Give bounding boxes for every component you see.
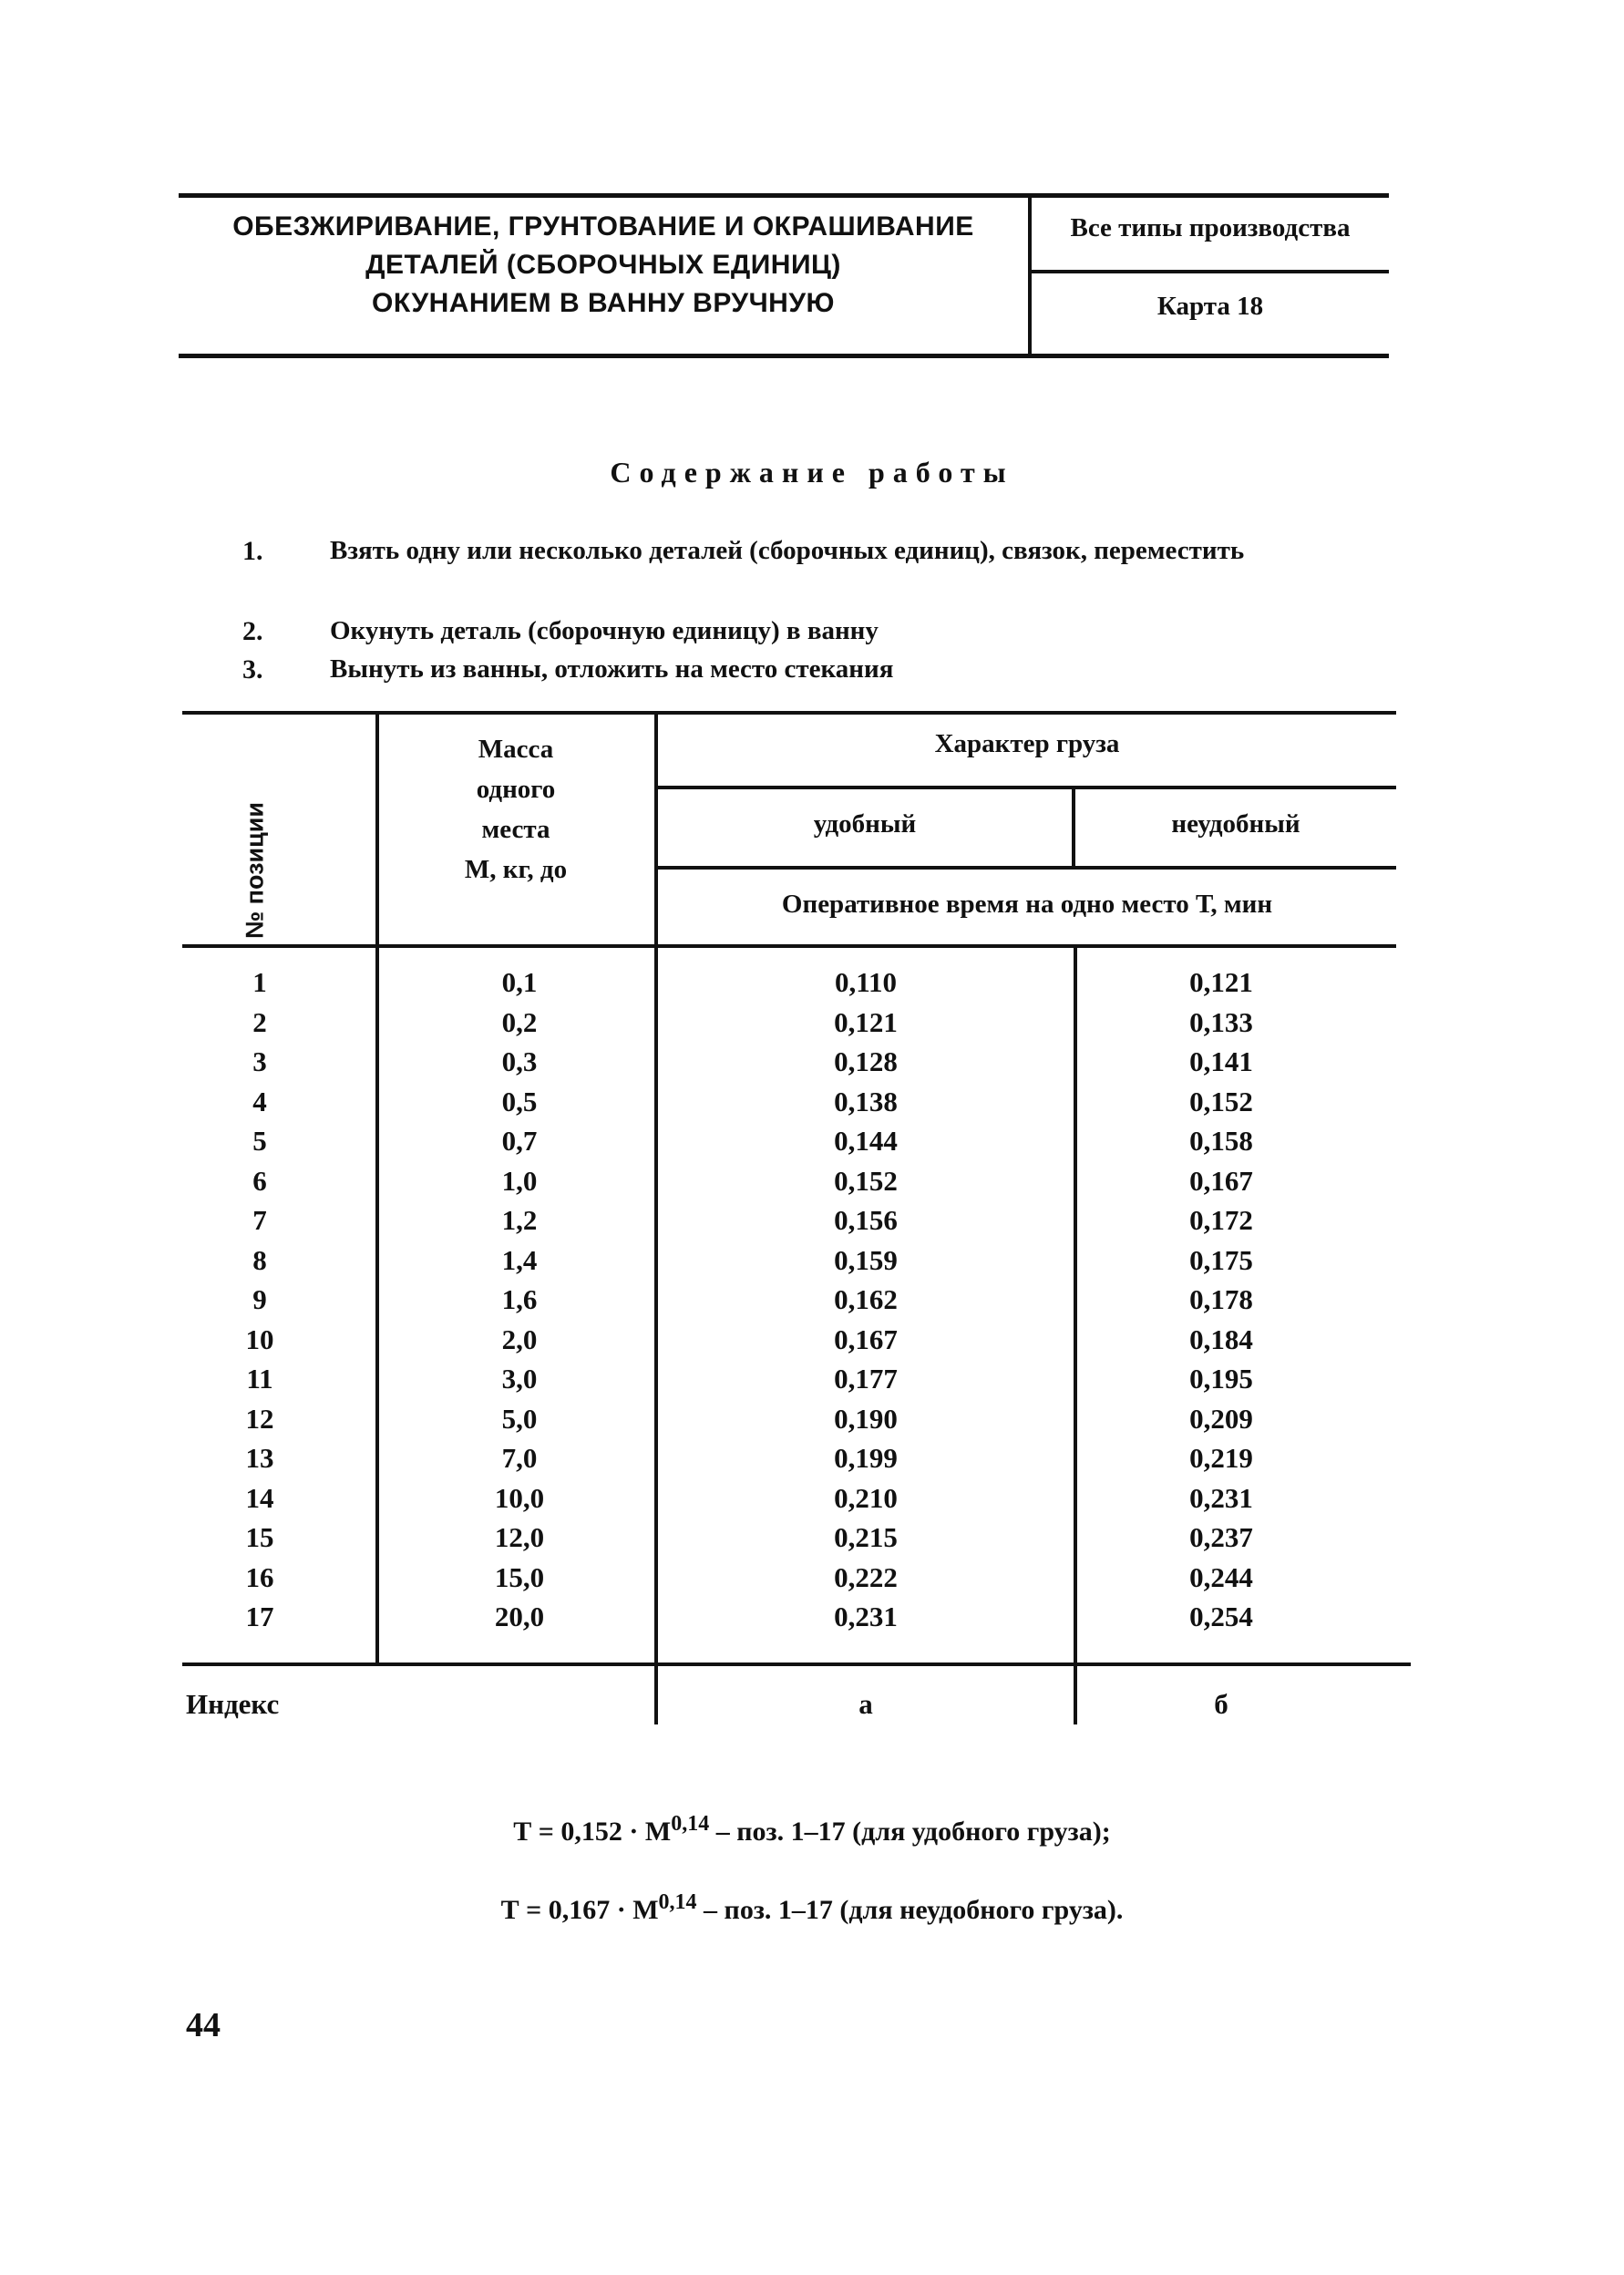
row-5-position: 5 <box>252 1125 267 1157</box>
row-12-position: 12 <box>245 1403 274 1435</box>
mass-header-line-2: одного <box>476 775 556 804</box>
row-11-convenient-time: 0,177 <box>834 1363 898 1395</box>
row-13-mass: 7,0 <box>501 1442 538 1474</box>
row-3-position: 3 <box>252 1045 267 1077</box>
row-8-inconvenient-time: 0,175 <box>1189 1244 1253 1276</box>
row-1-convenient-time: 0,110 <box>834 966 898 998</box>
row-13-convenient-time: 0,199 <box>834 1442 898 1474</box>
step-3-number: 3. <box>242 654 263 685</box>
table-vline-4 <box>1074 946 1077 1724</box>
row-14-convenient-time: 0,210 <box>834 1482 898 1514</box>
row-5-mass: 0,7 <box>501 1125 538 1157</box>
row-1-mass: 0,1 <box>501 966 538 998</box>
row-3-convenient-time: 0,128 <box>834 1045 898 1077</box>
row-10-inconvenient-time: 0,184 <box>1189 1323 1253 1355</box>
row-9-convenient-time: 0,162 <box>834 1283 898 1315</box>
row-3-inconvenient-time: 0,141 <box>1189 1045 1253 1077</box>
row-2-convenient-time: 0,121 <box>834 1006 898 1038</box>
row-2-mass: 0,2 <box>501 1006 538 1038</box>
convenient-header: удобный <box>813 809 917 839</box>
row-7-mass: 1,2 <box>501 1204 538 1236</box>
row-6-convenient-time: 0,152 <box>834 1165 898 1197</box>
row-5-convenient-time: 0,144 <box>834 1125 898 1157</box>
row-16-inconvenient-time: 0,244 <box>1189 1561 1253 1593</box>
formula-2-exponent: 0,14 <box>658 1890 697 1914</box>
row-6-position: 6 <box>252 1165 267 1197</box>
index-b: б <box>1214 1688 1228 1720</box>
row-17-convenient-time: 0,231 <box>834 1601 898 1632</box>
row-4-inconvenient-time: 0,152 <box>1189 1086 1253 1117</box>
operative-time-header: Оперативное время на одно место Т, мин <box>781 890 1273 919</box>
mass-header-line-3: места <box>481 815 550 844</box>
header-bottom-rule <box>179 354 1389 358</box>
row-12-convenient-time: 0,190 <box>834 1403 898 1435</box>
header-top-rule <box>179 193 1389 198</box>
row-7-inconvenient-time: 0,172 <box>1189 1204 1253 1236</box>
row-6-inconvenient-time: 0,167 <box>1189 1165 1253 1197</box>
row-16-convenient-time: 0,222 <box>834 1561 898 1593</box>
row-9-mass: 1,6 <box>501 1283 538 1315</box>
row-17-position: 17 <box>245 1601 274 1632</box>
row-11-mass: 3,0 <box>501 1363 538 1395</box>
row-14-mass: 10,0 <box>494 1482 545 1514</box>
formula-1-lhs: Т = 0,152 · М <box>513 1817 672 1847</box>
row-8-convenient-time: 0,159 <box>834 1244 898 1276</box>
row-11-inconvenient-time: 0,195 <box>1189 1363 1253 1395</box>
row-4-position: 4 <box>252 1086 267 1117</box>
step-2-text: Окунуть деталь (сборочную единицу) в ванну <box>330 616 879 645</box>
row-15-inconvenient-time: 0,237 <box>1189 1521 1253 1553</box>
row-17-inconvenient-time: 0,254 <box>1189 1601 1253 1632</box>
step-1-number: 1. <box>242 536 263 566</box>
table-vline-2 <box>654 713 658 1724</box>
title-line-2: ДЕТАЛЕЙ (СБОРОЧНЫХ ЕДИНИЦ) <box>365 250 841 280</box>
row-4-convenient-time: 0,138 <box>834 1086 898 1117</box>
row-14-position: 14 <box>245 1482 274 1514</box>
row-15-convenient-time: 0,215 <box>834 1521 898 1553</box>
row-15-position: 15 <box>245 1521 274 1553</box>
formula-inconvenient <box>0 1890 1624 1926</box>
row-16-position: 16 <box>245 1561 274 1593</box>
row-9-inconvenient-time: 0,178 <box>1189 1283 1253 1315</box>
document-title <box>179 208 1028 323</box>
row-7-position: 7 <box>252 1204 267 1236</box>
row-3-mass: 0,3 <box>501 1045 538 1077</box>
position-column-header: № позиции <box>241 802 269 939</box>
table-bottom-rule <box>182 1662 1411 1666</box>
row-4-mass: 0,5 <box>501 1086 538 1117</box>
row-14-inconvenient-time: 0,231 <box>1189 1482 1253 1514</box>
cargo-header-rule <box>656 786 1396 789</box>
row-13-inconvenient-time: 0,219 <box>1189 1442 1253 1474</box>
production-type: Все типы производства <box>1070 213 1351 242</box>
row-11-position: 11 <box>246 1363 273 1395</box>
row-13-position: 13 <box>245 1442 274 1474</box>
index-label: Индекс <box>186 1688 280 1720</box>
row-8-position: 8 <box>252 1244 267 1276</box>
row-1-position: 1 <box>252 966 267 998</box>
row-5-inconvenient-time: 0,158 <box>1189 1125 1253 1157</box>
header-right-separator <box>1030 270 1389 273</box>
row-10-position: 10 <box>245 1323 274 1355</box>
step-1-text: Взять одну или несколько деталей (сборочных единиц), связок, переместить <box>330 536 1245 565</box>
cargo-type-header: Характер груза <box>934 729 1120 758</box>
row-12-inconvenient-time: 0,209 <box>1189 1403 1253 1435</box>
row-2-position: 2 <box>252 1006 267 1038</box>
title-line-3: ОКУНАНИЕМ В ВАННУ ВРУЧНУЮ <box>372 288 835 318</box>
row-12-mass: 5,0 <box>501 1403 538 1435</box>
mass-column-header <box>377 729 654 890</box>
page-number: 44 <box>186 2006 221 2044</box>
formula-2-lhs: Т = 0,167 · М <box>500 1895 659 1925</box>
row-1-inconvenient-time: 0,121 <box>1189 966 1253 998</box>
title-line-1: ОБЕЗЖИРИВАНИЕ, ГРУНТОВАНИЕ И ОКРАШИВАНИЕ <box>232 211 974 242</box>
formula-convenient <box>0 1812 1624 1848</box>
mass-header-line-1: Масса <box>478 735 554 764</box>
cargo-subheader-rule <box>656 866 1396 870</box>
row-7-convenient-time: 0,156 <box>834 1204 898 1236</box>
row-2-inconvenient-time: 0,133 <box>1189 1006 1253 1038</box>
mass-header-line-4: М, кг, до <box>464 855 568 884</box>
row-17-mass: 20,0 <box>494 1601 545 1632</box>
formula-2-rhs: – поз. 1–17 (для неудобного груза). <box>696 1895 1124 1925</box>
formula-1-exponent: 0,14 <box>671 1812 710 1836</box>
row-10-convenient-time: 0,167 <box>834 1323 898 1355</box>
step-2-number: 2. <box>242 616 263 646</box>
row-8-mass: 1,4 <box>501 1244 538 1276</box>
table-header-bottom-rule <box>182 944 1396 948</box>
row-16-mass: 15,0 <box>494 1561 545 1593</box>
work-content-heading: Содержание работы <box>610 456 1014 489</box>
row-10-mass: 2,0 <box>501 1323 538 1355</box>
formula-1-rhs: – поз. 1–17 (для удобного груза); <box>709 1817 1111 1847</box>
inconvenient-header: неудобный <box>1171 809 1300 839</box>
index-a: а <box>858 1688 873 1720</box>
row-6-mass: 1,0 <box>501 1165 538 1197</box>
row-15-mass: 12,0 <box>494 1521 545 1553</box>
table-top-rule <box>182 711 1396 715</box>
row-9-position: 9 <box>252 1283 267 1315</box>
step-3-text: Вынуть из ванны, отложить на место стекания <box>330 654 894 684</box>
card-number: Карта 18 <box>1156 292 1264 321</box>
